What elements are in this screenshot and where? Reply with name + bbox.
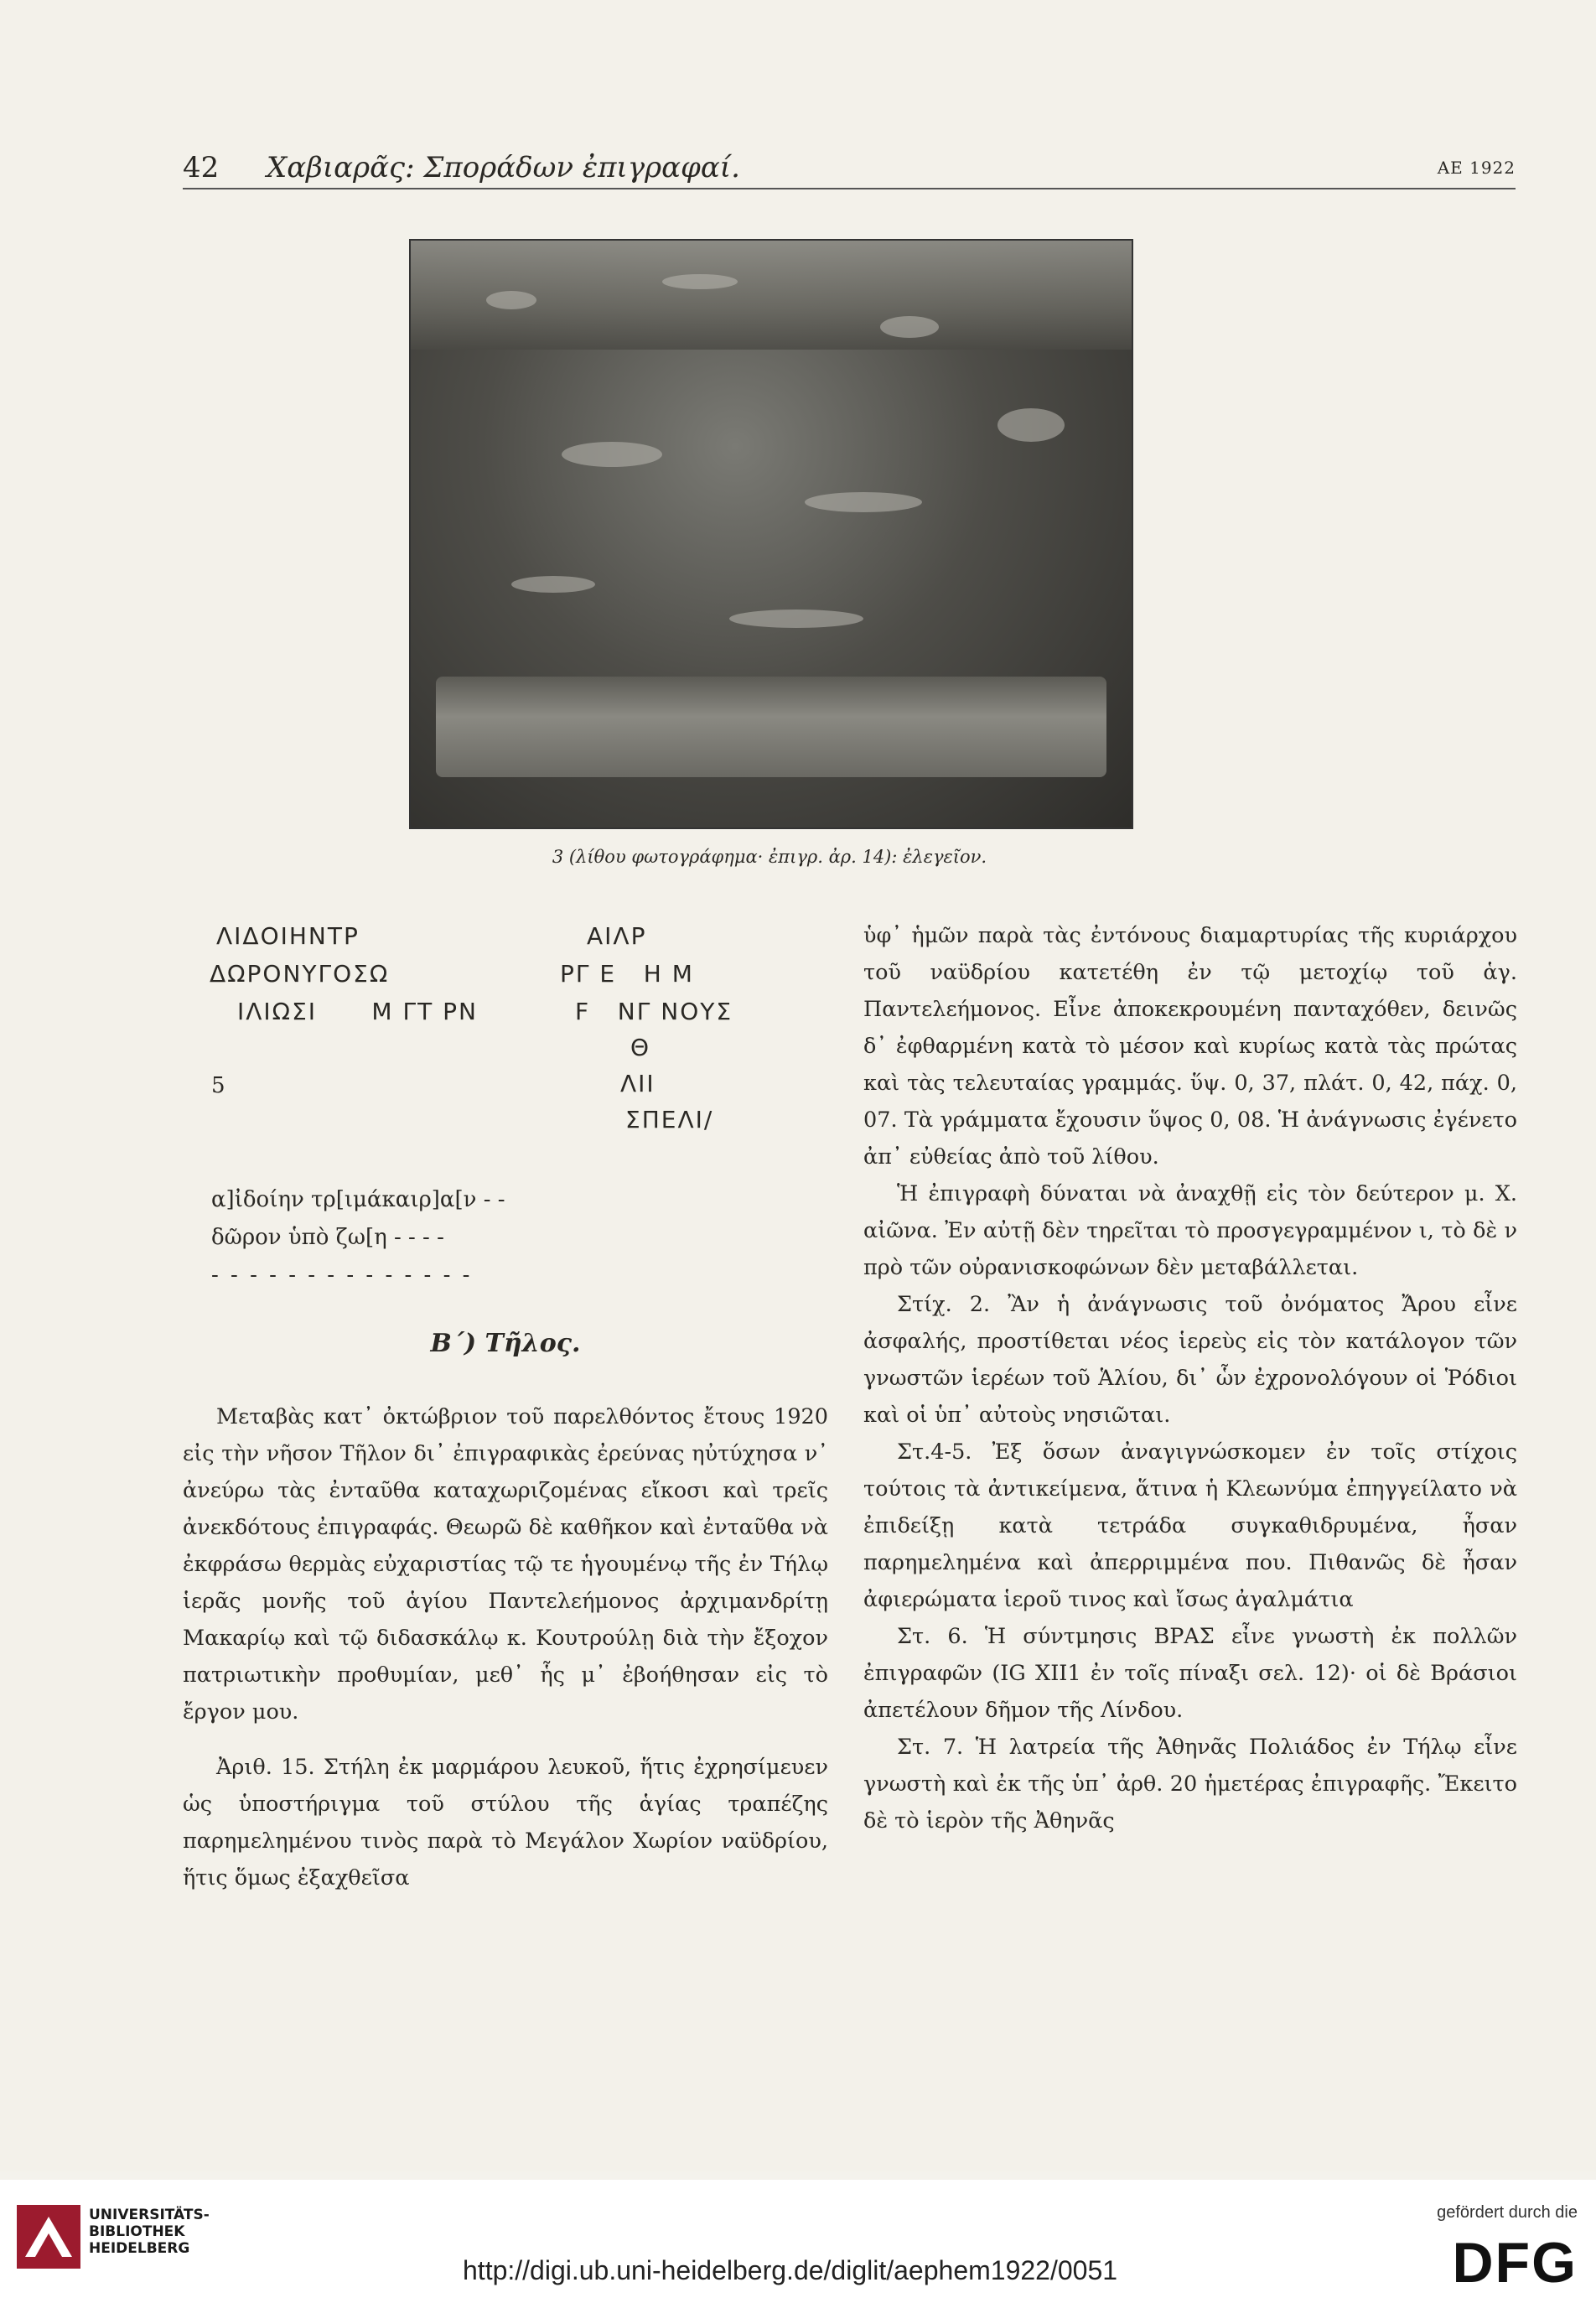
epigraph-line-3: ΙΛΙΩΣΙ Μ ΓΤ ΡΝ [237,998,478,1025]
epigraph-right-2: ΡΓ Ε Η Μ [560,960,694,988]
header-rule [183,188,1516,189]
university-library-name [89,2207,210,2257]
stone-base-band [436,677,1106,777]
paragraph: ὑφ᾿ ἡμῶν παρὰ τὰς ἐντόνους διαμαρτυρίας τῆς κυριάρχου τοῦ ναϋδρίου κατετέθη ἐν τῷ μετοχίῳ τοῦ ἁγ. Παντελεήμονος. Εἶνε ἀποκεκρουμένη πανταχόθεν, δεινῶς δ᾿ ἐφθαρμένη κατὰ τὸ μέσον καὶ κυρίως κατὰ τὰς πρώτας καὶ τὰς τελευταίας γραμμάς. ὕψ. 0, 37, πλάτ. 0, 42, πάχ. 0, 07. Τὰ γράμματα ἔχουσιν ὕψος 0, 08. Ἡ ἀνάγνωσις ἐγένετο ἀπ᾿ εὐθείας ἀπὸ τοῦ λίθου. [863,923,1517,1170]
university-library-logo[interactable] [13,2202,84,2272]
epigraph-line-1: ΛΙΔΟΙΗΝΤΡ [216,922,360,950]
transcription-line-2: δῶρον ὑπὸ ζω[η - - - - [211,1225,444,1250]
epigraph-right-4: Θ [630,1034,651,1061]
section-heading: Β΄) Τῆλος. [430,1329,581,1358]
stone-texture [562,442,662,467]
paragraph: Ἡ ἐπιγραφὴ δύναται νὰ ἀναχθῇ εἰς τὸν δεύτερον μ. Χ. αἰῶνα. Ἐν αὐτῇ δὲν τηρεῖται τὸ προσγεγραμμένον ι, τὸ δὲ ν πρὸ τῶν οὐρανισκοφώνων δὲν μεταβάλλεται. [863,1181,1517,1280]
epigraph-line-number: 5 [211,1073,227,1098]
paragraph: Στίχ. 2. Ἂν ἡ ἀνάγνωσις τοῦ ὀνόματος Ἄρου εἶνε ἀσφαλής, προστίθεται νέος ἱερεὺς εἰς τὸν κατάλογον τῶν γνωστῶν ἱερέων τοῦ Ἁλίου, δι᾿ ὧν ἐχρονολόγουν οἱ Ῥόδιοι καὶ οἱ ὑπ᾿ αὐτοὺς νησιῶται. [863,1292,1517,1428]
paragraph: Ἀριθ. 15. Στήλη ἐκ μαρμάρου λευκοῦ, ἥτις ἐχρησίμευεν ὡς ὑποστήριγμα τοῦ στύλου τῆς ἁγίας τραπέζης παρημελημένου τινὸς παρὰ τὸ Μεγάλον Χωρίον ναϋδρίου, ἥτις ὅμως ἐξαχθεῖσα [183,1755,828,1891]
epigraph-right-1: ΑΙΛΡ [587,922,647,950]
funding-label: gefördert durch die [1437,2203,1578,2222]
paragraph: Στ. 7. Ἡ λατρεία τῆς Ἀθηνᾶς Πολιάδος ἐν Τήλῳ εἶνε γνωστὴ καὶ ἐκ τῆς ὑπ᾿ ἀρθ. 20 ἡμετέρας ἐπιγραφῆς. Ἔκειτο δὲ τὸ ἱερὸν τῆς Ἀθηνᾶς [863,1735,1517,1834]
library-name-line: UNIVERSITÄTS- [89,2207,210,2223]
paragraph: Στ.4-5. Ἐξ ὅσων ἀναγιγνώσκομεν ἐν τοῖς στίχοις τούτοις τὰ ἀντικείμενα, ἅτινα ἡ Κλεωνύμα ἐπηγγείλατο νὰ ἐπιδείξῃ κατὰ τετράδα συγκαθιδρυμένα, ἦσαν παρημελημένα καὶ ἀπερριμμένα που. Πιθανῶς δὲ ἦσαν ἀφιερώματα ἱεροῦ τινος καὶ ἴσως ἀγαλμάτια [863,1439,1517,1612]
stone-texture [729,609,863,628]
journal-reference: ΑΕ 1922 [1437,158,1516,178]
paragraph: Μεταβὰς κατ᾿ ὀκτώβριον τοῦ παρελθόντος ἔτους 1920 εἰς τὴν νῆσον Τῆλον δι᾿ ἐπιγραφικὰς ἐρεύνας ηὐτύχησα ν᾿ ἀνεύρω τὰς ἐνταῦθα καταχωριζομένας εἴκοσι καὶ τρεῖς ἀνεκδότους ἐπιγραφάς. Θεωρῶ δὲ καθῆκον καὶ ἐνταῦθα νὰ ἐκφράσω θερμὰς εὐχαριστίας τῷ τε ἡγουμένῳ τῆς ἐν Τήλῳ ἱερᾶς μονῆς τοῦ ἁγίου Παντελεήμονος ἀρχιμανδρίτῃ Μακαρίῳ καὶ τῷ διδασκάλῳ κ. Κουτρούλῃ διὰ τὴν ἔξοχον πατριωτικὴν προθυμίαν, μεθ᾿ ἧς μ᾿ ἐβοήθησαν εἰς τὸ ἔργον μου. [183,1404,828,1725]
stone-texture [662,274,738,289]
stone-texture [998,408,1065,442]
left-column [183,1398,828,1896]
library-name-line: HEIDELBERG [89,2240,190,2257]
permalink-url[interactable]: http://digi.ub.uni-heidelberg.de/diglit/aephem1922/0051 [463,2255,1118,2285]
transcription-line-3: - - - - - - - - - - - - - - [211,1263,473,1288]
epigraph-right-3: F ΝΓ ΝΟΥΣ [575,998,733,1025]
stone-texture [805,492,922,512]
epigraph-right-5: ΛΙΙ [620,1070,656,1097]
running-title: Χαβιαρᾶς: Σποράδων ἐπιγραφαί. [267,151,740,184]
page-header [183,151,1516,189]
right-column [863,917,1517,1839]
stone-texture [511,576,595,593]
transcription-line-1: α]ἰδοίην τρ[ιμάκαιρ]α[ν - - [211,1187,505,1212]
stone-texture [486,291,536,309]
inscription-photo [409,239,1133,829]
paragraph: Στ. 6. Ἡ σύντμησις ΒΡΑΣ εἶνε γνωστὴ ἐκ πολλῶν ἐπιγραφῶν (IG XII1 ἐν τοῖς πίναξι σελ. 12)· οἱ δὲ Βράσιοι ἀπετέλουν δῆμον τῆς Λίνδου. [863,1624,1517,1723]
dfg-logo[interactable]: DFG [1452,2231,1578,2295]
photo-caption: 3 (λίθου φωτογράφημα· ἐπιγρ. ἀρ. 14): ἐλεγεῖον. [552,847,987,867]
library-name-line: BIBLIOTHEK [89,2223,185,2240]
epigraph-line-2: ΔΩΡΟΝΥΓΟΣΩ [210,960,390,988]
stone-texture [880,316,939,338]
epigraph-right-6: ΣΠΕΛΙ/ [625,1106,714,1133]
page-number: 42 [183,151,220,184]
